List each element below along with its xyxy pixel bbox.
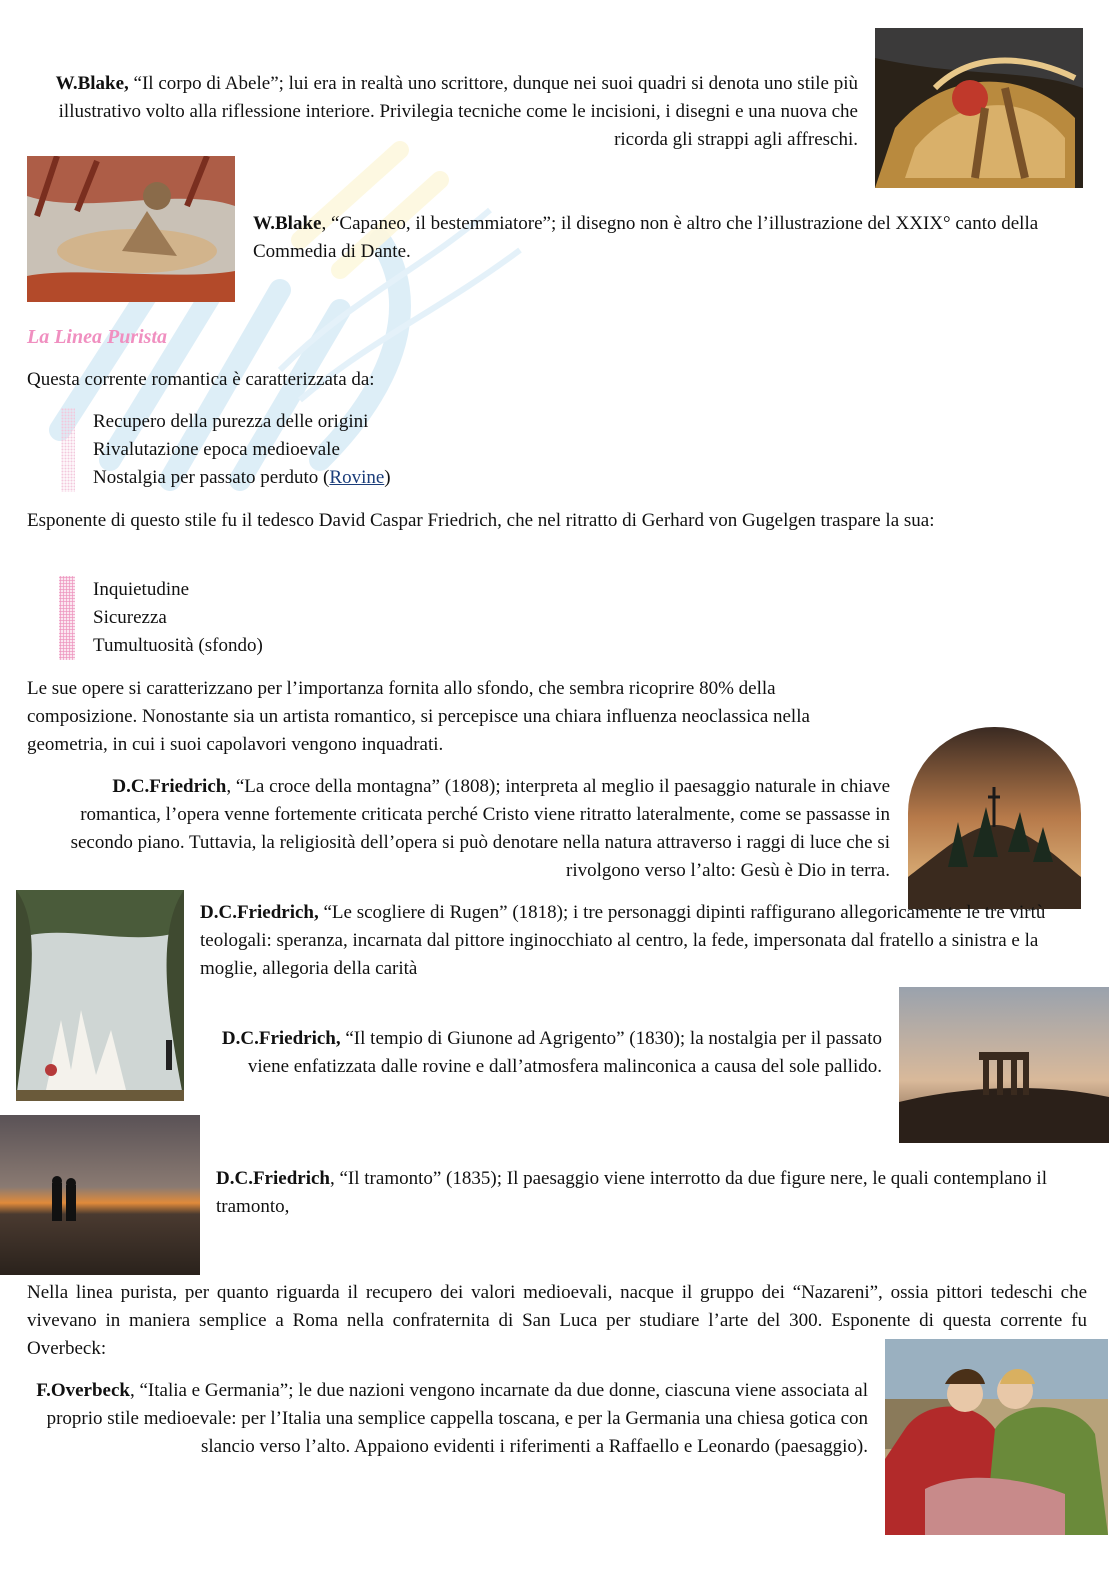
il-tramonto-painting xyxy=(0,1115,200,1275)
blake-corpo-paragraph: W.Blake, “Il corpo di Abele”; lui era in realtà uno scrittore, dunque nei suoi quadri si denota uno stile più illustrativo volto alla riflessione interiore. Privilegia tecniche come le incisioni, i disegni e una nuova che ricorda gli strappi agli affreschi. xyxy=(55,73,858,150)
section-title: La Linea Purista xyxy=(27,326,168,348)
list-item: Tumultuosità (sfondo) xyxy=(27,632,727,660)
list-item: Recupero della purezza delle origini xyxy=(27,408,727,436)
croce-paragraph: D.C.Friedrich, “La croce della montagna” (1808); interpreta al meglio il paesaggio naturale in chiave romantica, l’opera venne fortemente criticata perché Cristo viene ritratto lateralmente, come se passasse in secondo piano. Tuttavia, la religiosità dell’opera si può denotare nella natura attraverso i raggi di luce che si rivolgono verso l’alto: Gesù è Dio in terra. xyxy=(70,776,890,881)
rovine-link[interactable]: Rovine xyxy=(329,467,385,488)
list-item: Rivalutazione epoca medioevale xyxy=(27,436,727,464)
list-item: Inquietudine xyxy=(27,576,727,604)
scogliere-di-rugen-painting xyxy=(16,890,184,1101)
italia-e-germania-painting xyxy=(885,1339,1108,1535)
blake-corpo-di-abele-painting xyxy=(875,28,1083,188)
traits-list xyxy=(27,576,727,660)
list-item: Nostalgia per passato perduto (Rovine) xyxy=(27,464,727,492)
tramonto-paragraph: D.C.Friedrich, “Il tramonto” (1835); Il paesaggio viene interrotto da due figure nere, le quali contemplano il tramonto, xyxy=(216,1168,1047,1217)
friedrich-intro: Esponente di questo stile fu il tedesco David Caspar Friedrich, che nel ritratto di Gerhard von Gugelgen traspare la sua: xyxy=(27,510,935,531)
tempio-paragraph: D.C.Friedrich, “Il tempio di Giunone ad Agrigento” (1830); la nostalgia per il passato viene enfatizzata dalle rovine e dall’atmosfera malinconica a causa del sole pallido. xyxy=(221,1028,882,1077)
scogliere-paragraph: D.C.Friedrich, “Le scogliere di Rugen” (1818); i tre personaggi dipinti raffigurano allegoricamente le tre virtù teologali: speranza, incarnata dal pittore inginocchiato al centro, la fede, impersonata dal fratello a sinistra e la moglie, allegoria della carità xyxy=(200,902,1046,979)
characteristics-list xyxy=(27,408,727,492)
blake-capaneo-paragraph: W.Blake, “Capaneo, il bestemmiatore”; il disegno non è altro che l’illustrazione del XXIX° canto della Commedia di Dante. xyxy=(253,213,1039,262)
friedrich-description: Le sue opere si caratterizzano per l’importanza fornita allo sfondo, che sembra ricoprire 80% della composizione. Nonostante sia un artista romantico, si percepisce una chiara influenza neoclassica nella geometria, in cui i suoi capolavori vengono inquadrati. xyxy=(27,678,810,755)
list-item: Sicurezza xyxy=(27,604,727,632)
tempio-di-giunone-painting xyxy=(899,987,1109,1143)
nazareni-paragraph: Nella linea purista, per quanto riguarda il recupero dei valori medioevali, nacque il gruppo dei “Nazareni”, ossia pittori tedeschi che vivevano in maniera semplice a Roma nella confraternita di San Luca per studiare l’arte del 300. Esponente di questa corrente fu Overbeck: xyxy=(27,1282,1087,1359)
overbeck-paragraph: F.Overbeck, “Italia e Germania”; le due nazioni vengono incarnate da due donne, ciascuna viene associata al proprio stile medioevale: per l’Italia una semplice cappella toscana, e per la Germania una chiesa gotica con slancio verso l’alto. Appaiono evidenti i riferimenti a Raffaello e Leonardo (paesaggio). xyxy=(36,1380,868,1457)
croce-della-montagna-painting xyxy=(908,727,1081,909)
intro-text: Questa corrente romantica è caratterizzata da: xyxy=(27,369,375,390)
blake-capaneo-drawing xyxy=(27,156,235,302)
